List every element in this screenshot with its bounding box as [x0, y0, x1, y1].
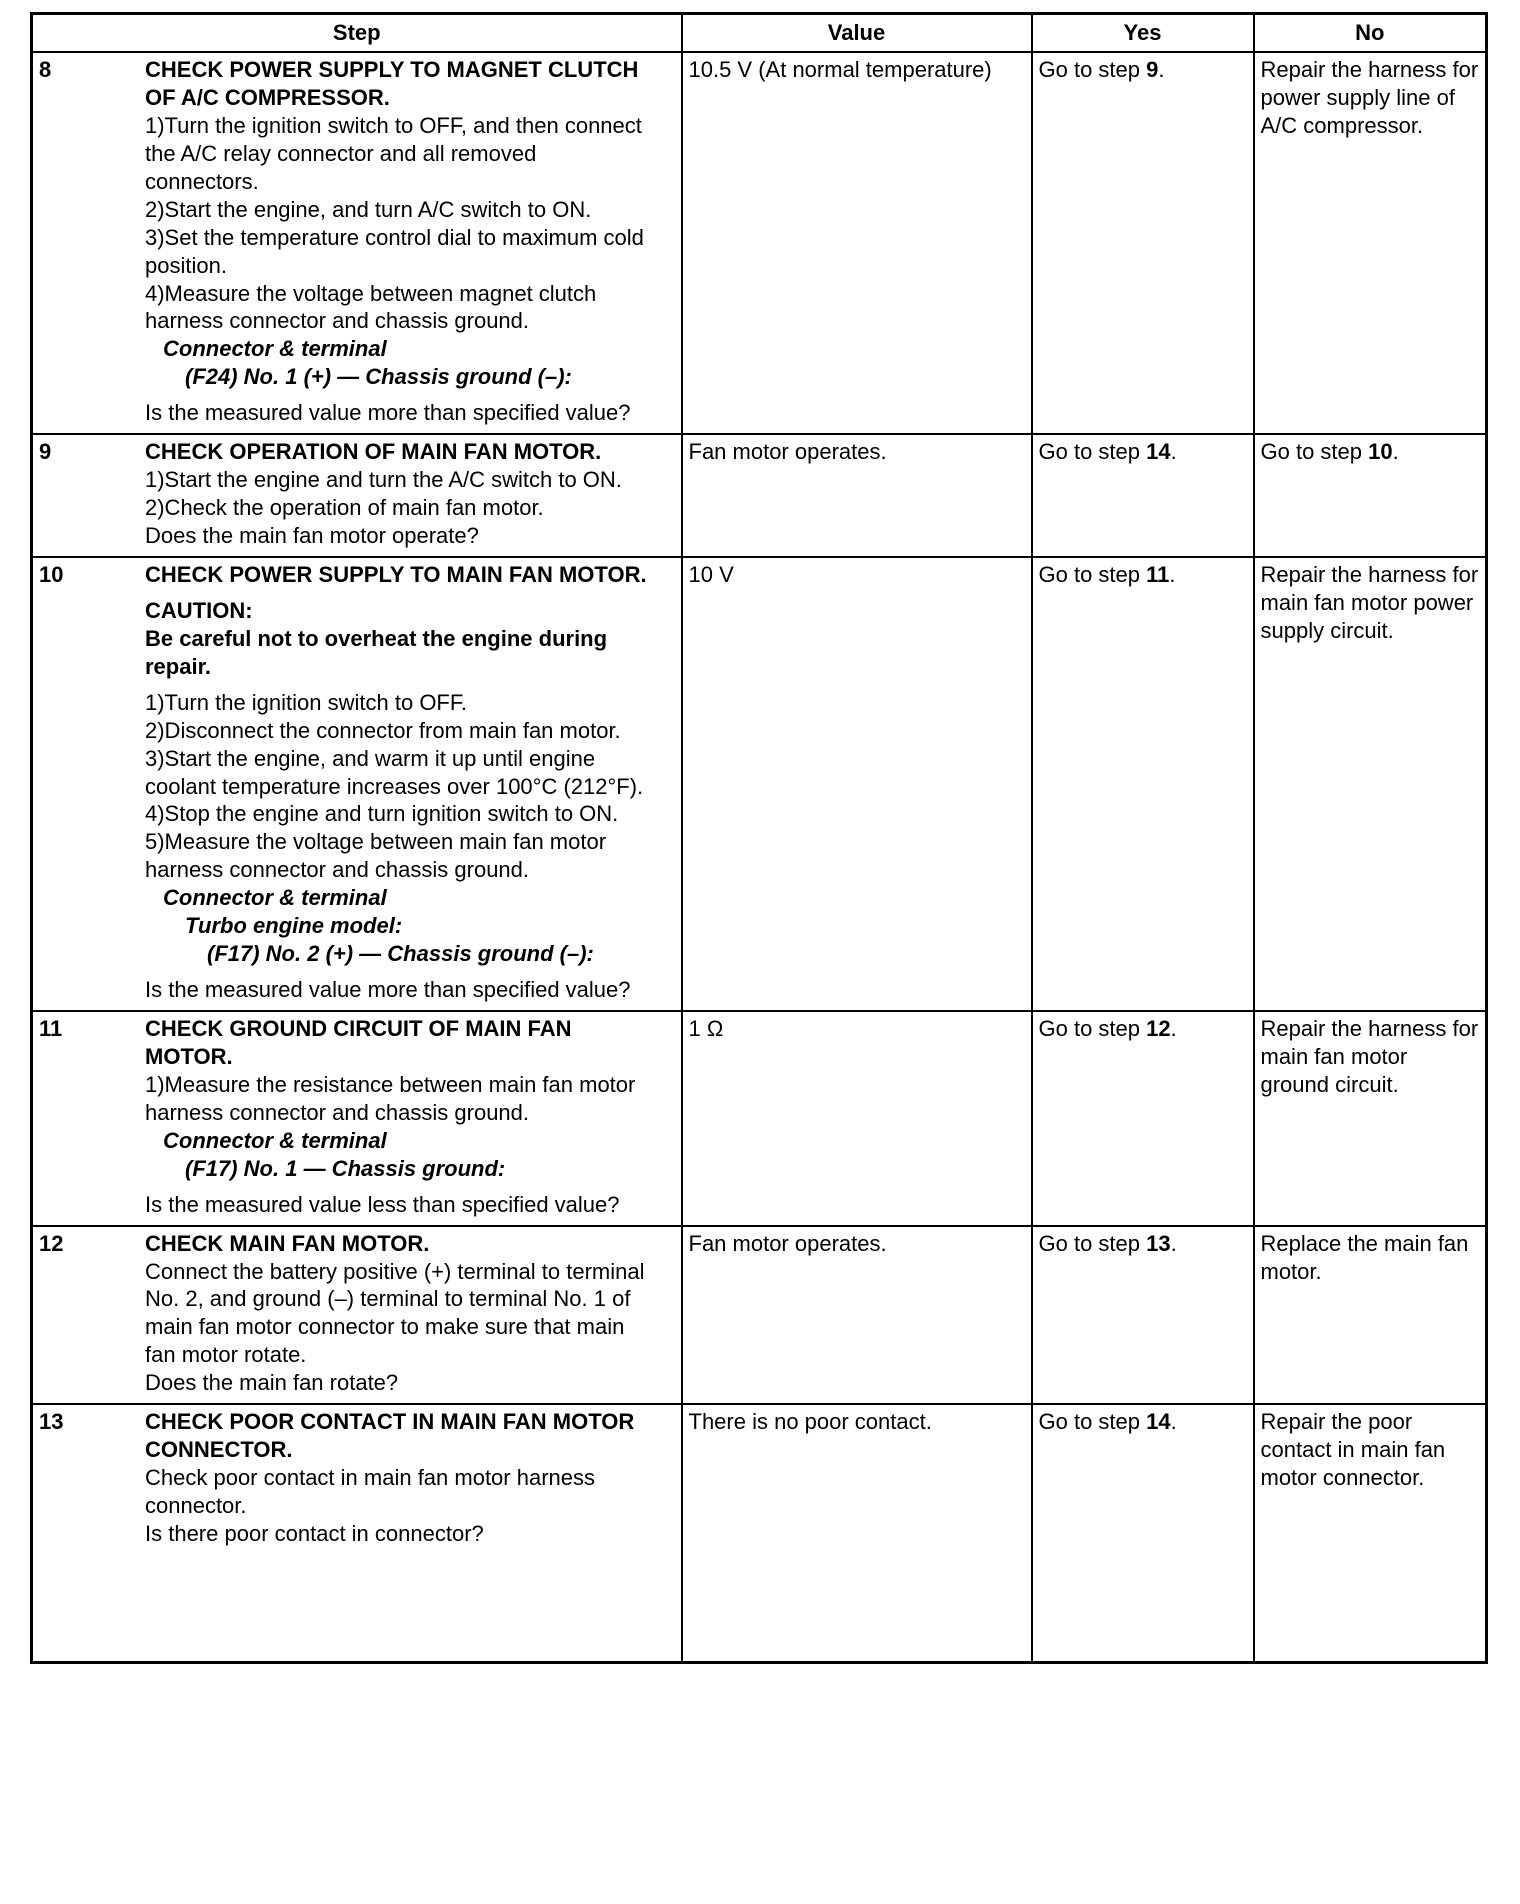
yes-cell [1032, 1226, 1254, 1405]
value-cell: 1 Ω [682, 1011, 1032, 1226]
yes-cell [1032, 52, 1254, 434]
cell-text: . [1170, 1016, 1177, 1041]
step-line-title: CHECK POWER SUPPLY TO MAGNET CLUTCH OF A/C COMPRESSOR. [145, 57, 639, 110]
table-body [32, 52, 1487, 1662]
step-instructions [145, 1408, 650, 1548]
step-line-title: CHECK GROUND CIRCUIT OF MAIN FAN MOTOR. [145, 1016, 572, 1069]
step-line-connector-1: Connector & terminal [163, 1127, 387, 1153]
step-line-body-gap: 1)Turn the ignition switch to OFF. [145, 689, 467, 715]
cell-text: Go to step [1260, 439, 1369, 465]
no-cell [1254, 434, 1487, 557]
step-ref-number: 10 [1368, 439, 1393, 465]
cell-text: . [1392, 439, 1399, 465]
step-line-caution-label: CAUTION: [145, 597, 253, 623]
cell-text: Repair the harness for power supply line of A/C compressor. [1260, 57, 1479, 138]
step-ref-number: 14 [1146, 1409, 1171, 1435]
step-line-body: 1)Measure the resistance between main fan motor harness connector and chassis ground. [145, 1071, 636, 1125]
no-cell [1254, 52, 1487, 434]
step-cell [32, 434, 682, 557]
step-cell [32, 1226, 682, 1405]
step-line-body: Connect the battery positive (+) terminal to terminal No. 2, and ground (–) terminal to terminal No. 1 of main fan motor connector to make sure that main fan motor rotate. [145, 1258, 645, 1368]
table-row [32, 557, 1487, 1011]
step-line-body: 1)Turn the ignition switch to OFF, and then connect the A/C relay connector and all removed connectors. [145, 112, 642, 194]
value-cell: 10 V [682, 557, 1032, 1011]
step-line-body: Does the main fan motor operate? [145, 523, 479, 548]
step-number: 9 [39, 439, 52, 465]
step-line-body: 4)Measure the voltage between magnet clutch harness connector and chassis ground. [145, 280, 597, 334]
step-ref-number: 9 [1146, 57, 1159, 82]
step-line-body: Check poor contact in main fan motor harness connector. [145, 1465, 596, 1518]
step-ref-number: 13 [1146, 1230, 1171, 1256]
cell-text: Go to step [1038, 1409, 1147, 1435]
cell-text: . [1170, 1230, 1177, 1256]
value-cell: Fan motor operates. [682, 434, 1032, 557]
cell-text: Repair the harness for main fan motor power supply circuit. [1260, 561, 1479, 643]
header-value: Value [682, 14, 1032, 53]
step-line-body: 4)Stop the engine and turn ignition switch to ON. [145, 801, 619, 827]
value-cell: There is no poor contact. [682, 1404, 1032, 1662]
table-row [32, 1011, 1487, 1226]
step-line-body: 3)Set the temperature control dial to maximum cold position. [145, 224, 644, 278]
cell-text: . [1170, 439, 1177, 465]
step-line-question: Is the measured value more than specified value? [145, 400, 631, 426]
step-line-caution-text: Be careful not to overheat the engine during repair. [145, 625, 608, 679]
step-instructions [145, 1015, 650, 1219]
table-header [32, 14, 1487, 53]
cell-text: Go to step [1038, 1230, 1147, 1256]
value-cell: 10.5 V (At normal temperature) [682, 52, 1032, 434]
yes-cell [1032, 557, 1254, 1011]
step-line-title: CHECK OPERATION OF MAIN FAN MOTOR. [145, 439, 602, 465]
no-cell [1254, 1404, 1487, 1662]
table-row [32, 1404, 1487, 1662]
cell-text: Replace the main fan motor. [1260, 1230, 1469, 1284]
cell-text: Go to step [1038, 439, 1147, 465]
cell-text: Go to step [1038, 561, 1147, 587]
step-line-question: Is the measured value less than specified value? [145, 1191, 620, 1217]
cell-text: . [1170, 1409, 1177, 1435]
cell-text: Go to step [1038, 1016, 1147, 1041]
step-ref-number: 11 [1146, 561, 1170, 587]
step-instructions [145, 561, 650, 1004]
step-line-question: Is the measured value more than specified value? [145, 977, 631, 1003]
step-number: 11 [39, 1016, 63, 1041]
step-cell [32, 1404, 682, 1662]
yes-cell [1032, 1404, 1254, 1662]
cell-text: Repair the poor contact in main fan motor connector. [1260, 1409, 1446, 1491]
step-line-connector-1: Connector & terminal [163, 336, 387, 362]
step-line-body: 2)Disconnect the connector from main fan motor. [145, 717, 621, 743]
step-line-connector-2: (F24) No. 1 (+) — Chassis ground (–): [185, 364, 572, 390]
value-cell: Fan motor operates. [682, 1226, 1032, 1405]
table-row [32, 434, 1487, 557]
step-line-body: 3)Start the engine, and warm it up until engine coolant temperature increases over 100°C (212°F). [145, 745, 644, 799]
no-cell [1254, 1226, 1487, 1405]
step-line-title: CHECK POOR CONTACT IN MAIN FAN MOTOR CONNECTOR. [145, 1409, 635, 1463]
step-number: 10 [39, 561, 64, 587]
no-cell [1254, 557, 1487, 1011]
step-line-connector-1: Connector & terminal [163, 885, 387, 911]
step-number: 13 [39, 1409, 64, 1435]
header-row [32, 14, 1487, 53]
step-instructions [145, 56, 650, 427]
step-instructions [145, 438, 650, 550]
step-line-body: Does the main fan rotate? [145, 1370, 399, 1396]
step-line-title: CHECK POWER SUPPLY TO MAIN FAN MOTOR. [145, 561, 647, 587]
step-ref-number: 14 [1146, 439, 1171, 465]
diagnostic-table [30, 12, 1488, 1664]
table-row [32, 52, 1487, 434]
step-instructions [145, 1230, 650, 1398]
no-cell [1254, 1011, 1487, 1226]
step-cell [32, 1011, 682, 1226]
cell-text: Go to step [1038, 57, 1147, 82]
step-number: 8 [39, 57, 52, 82]
step-cell [32, 52, 682, 434]
step-line-connector-2: Turbo engine model: [185, 913, 403, 939]
step-cell [32, 557, 682, 1011]
cell-text: . [1169, 561, 1176, 587]
step-line-body: 2)Start the engine, and turn A/C switch to ON. [145, 196, 592, 222]
header-step: Step [32, 14, 682, 53]
step-line-title: CHECK MAIN FAN MOTOR. [145, 1230, 430, 1256]
step-number: 12 [39, 1230, 64, 1256]
cell-text: . [1158, 57, 1165, 82]
table-row [32, 1226, 1487, 1405]
step-ref-number: 12 [1146, 1016, 1171, 1041]
yes-cell [1032, 434, 1254, 557]
cell-text: Repair the harness for main fan motor ground circuit. [1260, 1016, 1479, 1097]
step-line-body: 1)Start the engine and turn the A/C switch to ON. [145, 467, 622, 493]
step-line-body: 5)Measure the voltage between main fan motor harness connector and chassis ground. [145, 829, 607, 883]
header-no: No [1254, 14, 1487, 53]
step-line-connector-3: (F17) No. 2 (+) — Chassis ground (–): [207, 941, 594, 967]
step-line-connector-2: (F17) No. 1 — Chassis ground: [185, 1155, 506, 1181]
step-line-body: Is there poor contact in connector? [145, 1520, 484, 1546]
step-line-body: 2)Check the operation of main fan motor. [145, 495, 544, 521]
yes-cell [1032, 1011, 1254, 1226]
header-yes: Yes [1032, 14, 1254, 53]
